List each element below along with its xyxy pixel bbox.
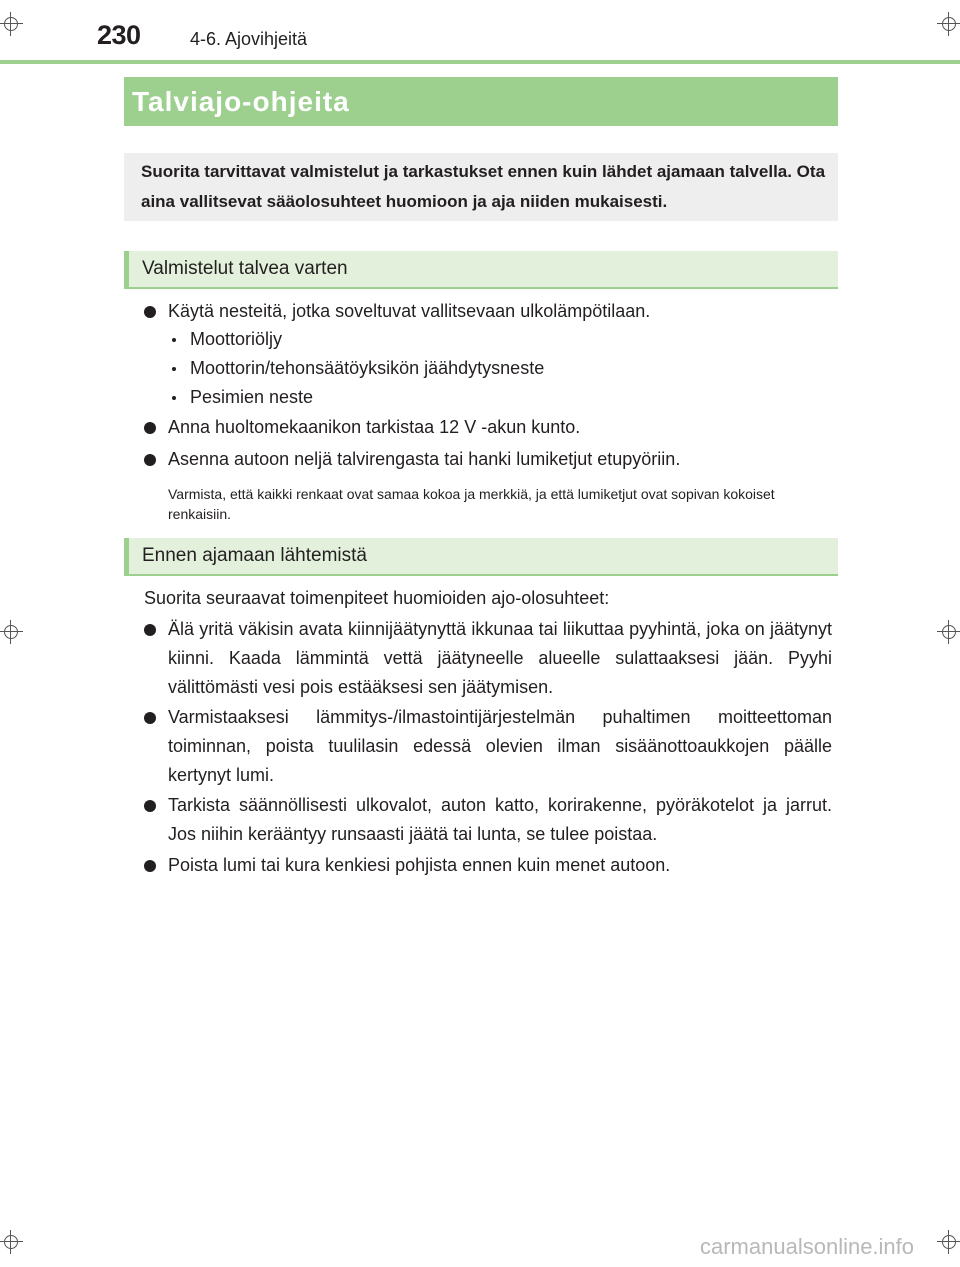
sub-bullet-icon <box>172 338 176 342</box>
header-divider <box>0 60 960 64</box>
list-item: Älä yritä väkisin avata kiinnijäätynyttä ikkunaa tai liikuttaa pyyhintä, joka on jäätynyt kiinni. Kaada lämmintä vettä jäätyneelle alueelle sulattaaksesi jään. Pyyhi välittömästi vesi pois estääksesi sen jäätymisen. <box>144 615 832 702</box>
watermark: carmanualsonline.info <box>700 1234 915 1259</box>
section-reference: 4-6. Ajovihjeitä <box>190 29 308 49</box>
sub-list-item: Moottoriöljy <box>172 325 282 354</box>
bullet-icon <box>144 306 156 318</box>
sub-bullet-icon <box>172 367 176 371</box>
list-item: Anna huoltomekaanikon tarkistaa 12 V -akun kunto. <box>144 413 834 442</box>
section-heading-label: Ennen ajamaan lähtemistä <box>142 545 367 566</box>
section-heading-before-driving <box>124 538 838 576</box>
bullet-icon <box>144 422 156 434</box>
section-heading-winter-prep <box>124 251 838 289</box>
crop-mark-icon <box>937 12 960 36</box>
list-item: Varmistaaksesi lämmitys-/ilmastointijärjestelmän puhaltimen moitteettoman toiminnan, poista tuulilasin edessä olevien ilman sisäänottoaukkojen päälle kertynyt lumi. <box>144 703 832 790</box>
bullet-icon <box>144 624 156 636</box>
list-item: Asenna autoon neljä talvirengasta tai hanki lumiketjut etupyöriin. <box>144 445 834 474</box>
note-text: Varmista, että kaikki renkaat ovat samaa kokoa ja merkkiä, ja että lumiketjut ovat sopivan kokoiset renkaisiin. <box>168 486 775 522</box>
bullet-icon <box>144 800 156 812</box>
crop-mark-icon <box>937 620 960 644</box>
list-item: Tarkista säännöllisesti ulkovalot, auton katto, korirakenne, pyöräkotelot ja jarrut. Jos niihin kerääntyy runsaasti jäätä tai lunta, se tulee poistaa. <box>144 791 832 849</box>
sub-bullet-icon <box>172 396 176 400</box>
bullet-icon <box>144 712 156 724</box>
sub-list-item: Pesimien neste <box>172 383 313 412</box>
list-item: Poista lumi tai kura kenkiesi pohjista ennen kuin menet autoon. <box>144 851 832 880</box>
crop-mark-icon <box>0 1230 23 1254</box>
page-title: Talviajo-ohjeita <box>132 86 350 117</box>
bullet-icon <box>144 454 156 466</box>
crop-mark-icon <box>937 1230 960 1254</box>
section-intro: Suorita seuraavat toimenpiteet huomioiden ajo-olosuhteet: <box>144 588 610 608</box>
sub-list-item: Moottorin/tehonsäätöyksikön jäähdytysneste <box>172 354 544 383</box>
list-item: Käytä nesteitä, jotka soveltuvat vallitsevaan ulkolämpötilaan. <box>144 297 834 326</box>
page-number: 230 <box>97 20 141 50</box>
section-heading-label: Valmistelut talvea varten <box>142 258 348 279</box>
crop-mark-icon <box>0 620 23 644</box>
intro-text: Suorita tarvittavat valmistelut ja tarkastukset ennen kuin lähdet ajamaan talvella. Ota aina vallitsevat sääolosuhteet huomioon ja aja niiden mukaisesti. <box>141 162 826 211</box>
crop-mark-icon <box>0 12 23 36</box>
bullet-icon <box>144 860 156 872</box>
